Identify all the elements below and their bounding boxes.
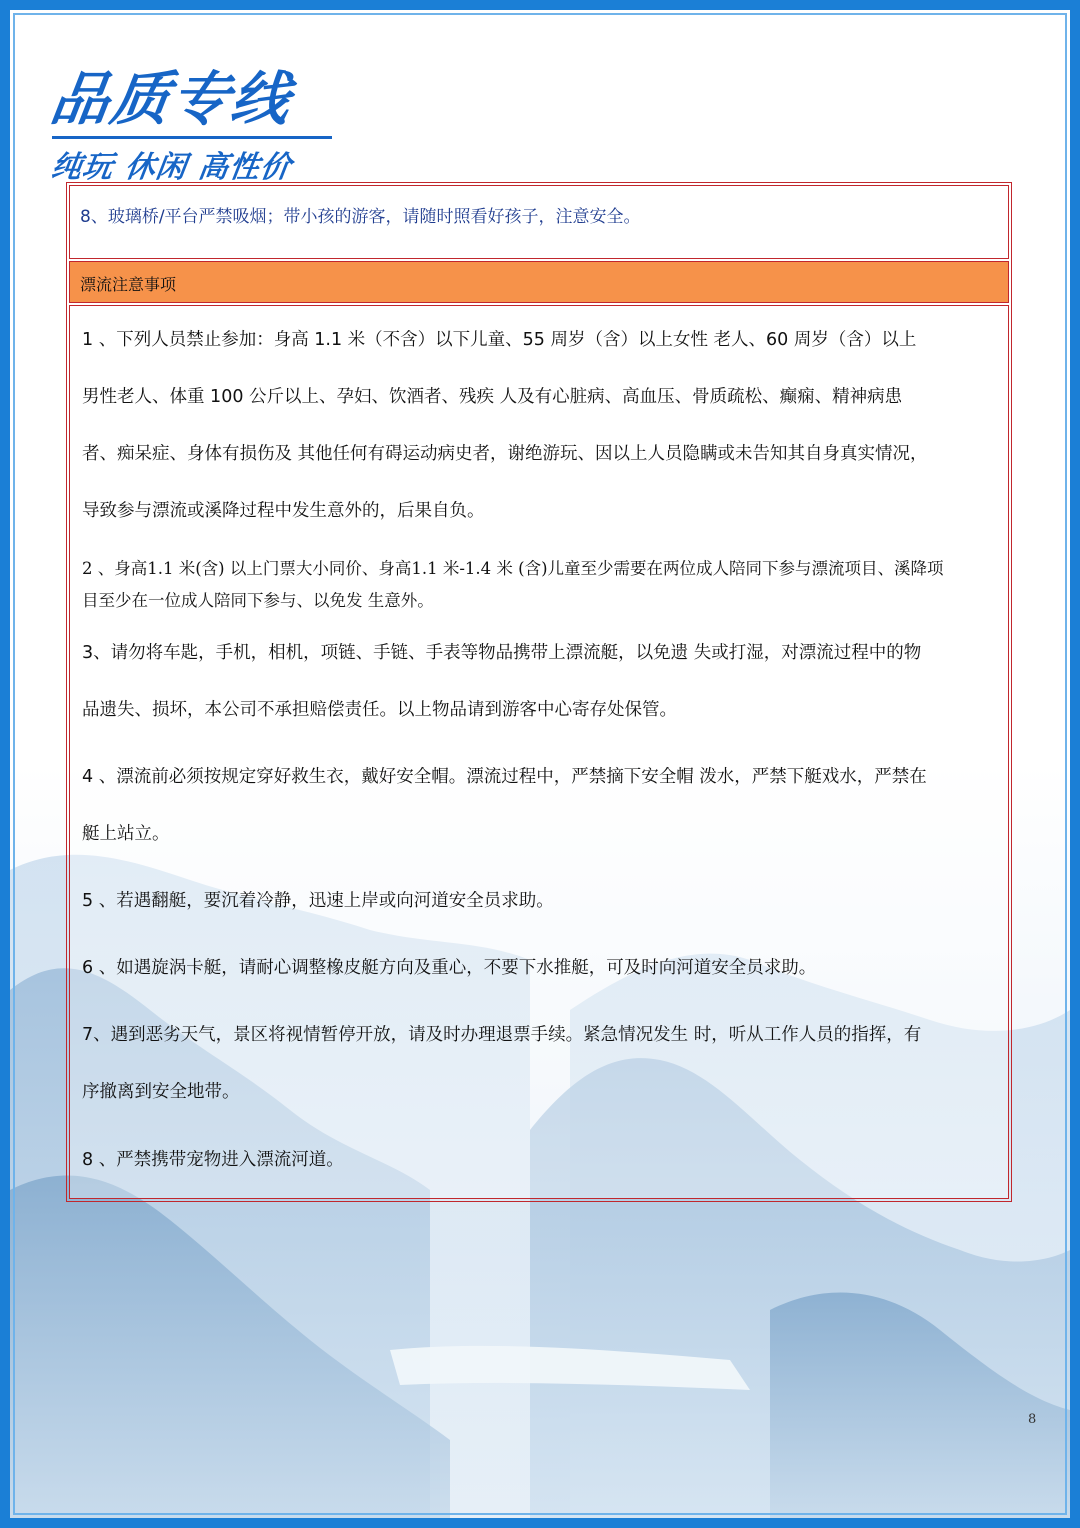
notice-line: 7、遇到恶劣天气，景区将视情暂停开放，请及时办理退票手续。紧急情况发生 时，听从工作人员的指挥，有 xyxy=(82,1025,922,1045)
section-title: 漂流注意事项 xyxy=(80,275,177,294)
notice-line: 者、痴呆症、身体有损伤及 其他任何有碍运动病史者，谢绝游玩、因以上人员隐瞒或未告知其自身真实情况， xyxy=(82,444,928,464)
notice-line: 序撤离到安全地带。 xyxy=(82,1082,240,1102)
notice-line: 导致参与漂流或溪降过程中发生意外的，后果自负。 xyxy=(82,501,485,521)
notice-line: 品遗失、损坏，本公司不承担赔偿责任。以上物品请到游客中心寄存处保管。 xyxy=(82,700,677,720)
brand-subtitle: 纯玩 休闲 高性价 xyxy=(49,150,294,185)
notice-body-row xyxy=(69,305,1009,1199)
brand-divider xyxy=(52,136,332,139)
previous-item-row xyxy=(69,185,1009,259)
page-number: 8 xyxy=(1028,1412,1037,1427)
notice-line: 6 、如遇旋涡卡艇，请耐心调整橡皮艇方向及重心，不要下水推艇，可及时向河道安全员求助。 xyxy=(82,958,817,978)
brand-title: 品质专线 xyxy=(46,65,297,133)
notice-line: 男性老人、体重 100 公斤以上、孕妇、饮酒者、残疾 人及有心脏病、高血压、骨质疏松、癫痫、精神病患 xyxy=(82,387,903,407)
rafting-notice-table xyxy=(66,182,1012,1202)
notice-line: 艇上站立。 xyxy=(82,824,170,844)
brand-logo xyxy=(48,48,348,188)
notice-line: 4 、漂流前必须按规定穿好救生衣，戴好安全帽。漂流过程中，严禁摘下安全帽 泼水，严禁下艇戏水，严禁在 xyxy=(82,767,927,787)
notice-line: 2 、身高1.1 米(含) 以上门票大小同价、身高1.1 米-1.4 米 (含)儿童至少需要在两位成人陪同下参与漂流项目、溪降项 xyxy=(82,559,944,578)
glass-bridge-note: 8、玻璃桥/平台严禁吸烟；带小孩的游客，请随时照看好孩子，注意安全。 xyxy=(80,207,641,227)
notice-line: 1 、下列人员禁止参加：身高 1.1 米（不含）以下儿童、55 周岁（含）以上女性 老人、60 周岁（含）以上 xyxy=(82,330,917,350)
notice-line: 8 、严禁携带宠物进入漂流河道。 xyxy=(82,1150,344,1170)
section-header-row xyxy=(69,261,1009,303)
notice-line: 3、请勿将车匙，手机，相机，项链、手链、手表等物品携带上漂流艇，以免遗 失或打湿，对漂流过程中的物 xyxy=(82,643,922,663)
notice-line: 目至少在一位成人陪同下参与、以免发 生意外。 xyxy=(82,591,434,610)
notice-line: 5 、若遇翻艇，要沉着冷静，迅速上岸或向河道安全员求助。 xyxy=(82,891,554,911)
